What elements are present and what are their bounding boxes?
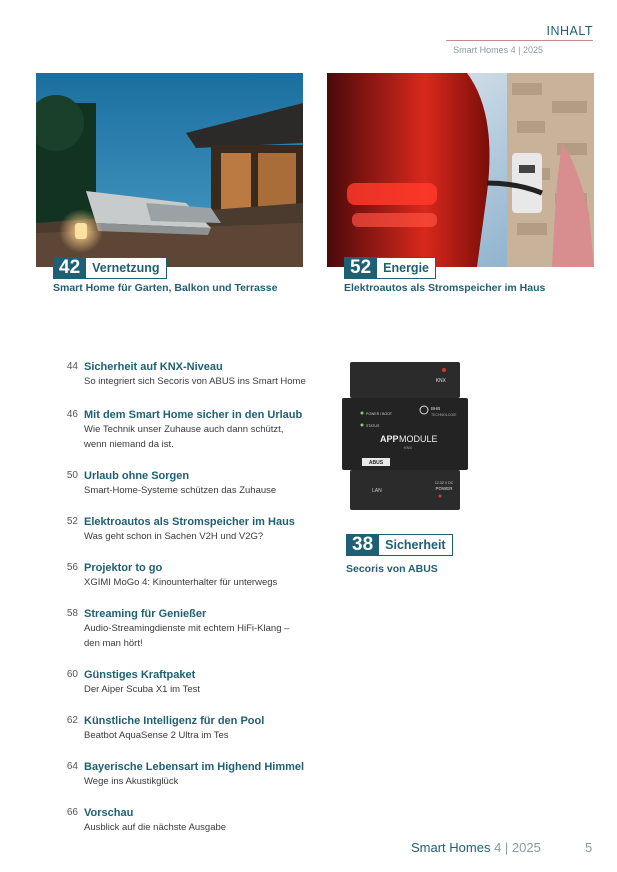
footer-issue: 4 | 2025: [494, 840, 541, 855]
led-status-label: STATUS: [366, 424, 380, 428]
toc-page-number: 60: [66, 669, 78, 680]
toc-page-number: 64: [66, 761, 78, 772]
feature-subtitle-energie[interactable]: Elektroautos als Stromspeicher im Haus: [344, 282, 546, 294]
knx-app-module-photo: [340, 362, 470, 510]
toc-description: Wege ins Akustikglück: [84, 776, 179, 787]
power-spec-label: 12-32 V DC: [434, 481, 454, 485]
model-label-a: APP: [380, 434, 399, 444]
brand-label: BHB: [431, 406, 441, 411]
feature-page-number: 42: [53, 257, 86, 279]
toc-title: Bayerische Lebensart im Highend Himmel: [84, 761, 305, 773]
lan-label: LAN: [372, 488, 382, 494]
toc-page-number: 50: [66, 470, 78, 481]
toc-title: Urlaub ohne Sorgen: [84, 470, 190, 482]
toc-description: Der Aiper Scuba X1 im Test: [84, 684, 200, 695]
brand-sub-label: TECHNOLOGIE: [431, 413, 457, 417]
toc-description: Audio-Streamingdienste mit echtem HiFi-Klang –: [84, 623, 290, 634]
feature-category: Sicherheit: [379, 534, 452, 556]
footer-brand: [411, 840, 541, 855]
toc-page-number: 44: [66, 361, 78, 372]
footer-brand-name: Smart Homes: [411, 840, 491, 855]
toc-description: den man hört!: [84, 638, 143, 649]
toc-title: Künstliche Intelligenz für den Pool: [84, 715, 265, 727]
toc-item[interactable]: [60, 561, 330, 590]
feature-subtitle-vernetzung[interactable]: Smart Home für Garten, Balkon und Terrasse: [53, 282, 278, 294]
toc-description: So integriert sich Secoris von ABUS ins Smart Home: [84, 376, 306, 387]
toc-page-number: 52: [66, 516, 78, 527]
toc-item[interactable]: [60, 408, 330, 452]
knx-label: KNX: [435, 378, 446, 384]
section-title: INHALT: [546, 24, 593, 38]
model-sub-label: KNX: [404, 445, 413, 450]
ev-charging-photo: [327, 73, 594, 267]
toc-title: Mit dem Smart Home sicher in den Urlaub: [84, 409, 303, 421]
toc-description: Ausblick auf die nächste Ausgabe: [84, 822, 227, 833]
toc-page-number: 58: [66, 608, 78, 619]
toc-item[interactable]: [60, 806, 330, 835]
toc-description: Beatbot AquaSense 2 Ultra im Tes: [84, 730, 229, 741]
feature-page-number: 38: [346, 534, 379, 556]
toc-title: Sicherheit auf KNX-Niveau: [84, 361, 223, 373]
toc-item[interactable]: [60, 714, 330, 743]
feature-tag-sicherheit[interactable]: [346, 534, 453, 556]
toc-page-number: 46: [66, 409, 78, 420]
toc-title: Vorschau: [84, 807, 134, 819]
terrace-photo: [36, 73, 303, 267]
toc-item[interactable]: [60, 607, 330, 651]
feature-tag-energie[interactable]: [344, 257, 436, 279]
header-issue: Smart Homes 4 | 2025: [453, 45, 543, 55]
toc-description: wenn niemand da ist.: [84, 439, 174, 450]
feature-category: Energie: [377, 257, 436, 279]
toc-page-number: 66: [66, 807, 78, 818]
feature-tag-vernetzung[interactable]: [53, 257, 167, 279]
toc-item[interactable]: [60, 515, 330, 544]
toc-description: Wie Technik unser Zuhause auch dann schützt,: [84, 424, 284, 435]
toc-item[interactable]: [60, 360, 330, 389]
abus-logo: ABUS: [368, 460, 384, 466]
toc-description: Smart-Home-Systeme schützen das Zuhause: [84, 485, 277, 496]
power-label: POWER: [435, 486, 453, 491]
toc-title: Projektor to go: [84, 562, 163, 574]
toc-item[interactable]: [60, 668, 330, 697]
feature-page-number: 52: [344, 257, 377, 279]
toc-item[interactable]: [60, 760, 330, 789]
toc-description: XGIMI MoGo 4: Kinounterhalter für unterwegs: [84, 577, 278, 588]
feature-category: Vernetzung: [86, 257, 166, 279]
model-label-b: MODULE: [399, 434, 438, 444]
toc-page-number: 56: [66, 562, 78, 573]
toc-title: Streaming für Genießer: [84, 608, 207, 620]
toc-item[interactable]: [60, 469, 330, 498]
led-power-label: POWER / BOOT: [366, 412, 393, 416]
toc-description: Was geht schon in Sachen V2H und V2G?: [84, 531, 264, 542]
page-number: 5: [585, 840, 593, 855]
header-divider: [446, 40, 593, 41]
table-of-contents: [60, 360, 330, 835]
toc-page-number: 62: [66, 715, 78, 726]
toc-title: Elektroautos als Stromspeicher im Haus: [84, 516, 295, 528]
feature-subtitle-sicherheit[interactable]: Secoris von ABUS: [346, 563, 438, 575]
toc-title: Günstiges Kraftpaket: [84, 669, 196, 681]
